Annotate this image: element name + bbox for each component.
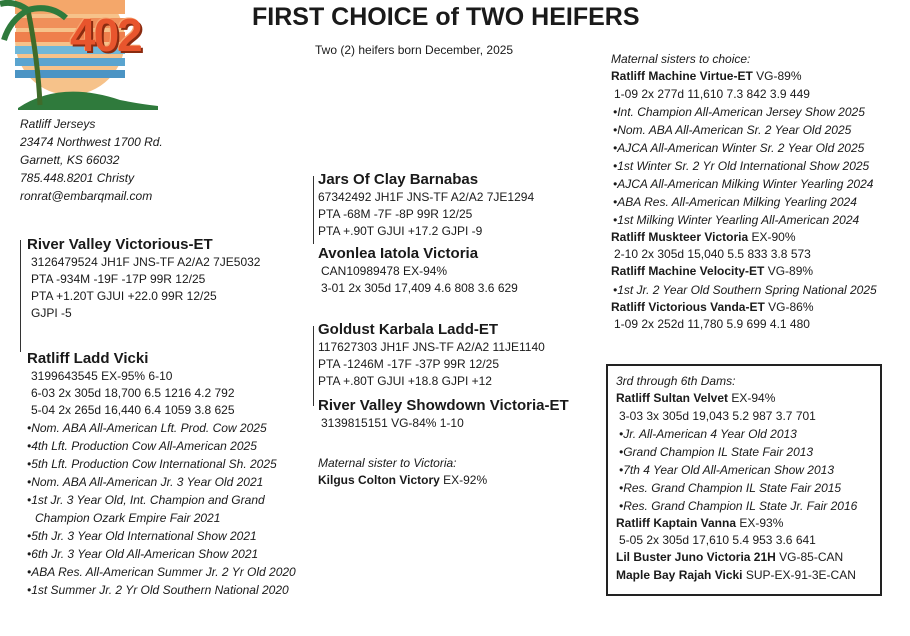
- sister-score: VG-86%: [764, 299, 814, 314]
- contact-phone: 785.448.8201 Christy: [20, 171, 135, 185]
- fifth-dam-name: Lil Buster Juno Victoria 21H: [616, 550, 776, 564]
- sister-honor: •Nom. ABA All-American Sr. 2 Year Old 2025: [613, 122, 852, 137]
- sister-record: 1-09 2x 252d 11,780 5.9 699 4.1 480: [614, 317, 810, 331]
- contact-city: Garnett, KS 66032: [20, 153, 120, 167]
- dam-line: 6-03 2x 305d 18,700 6.5 1216 4.2 792: [31, 386, 235, 400]
- maternal-sister-victoria: [318, 454, 487, 490]
- sire-sire-name: Jars Of Clay Barnabas: [318, 171, 479, 188]
- sister-honor: •1st Milking Winter Yearling All-American 2024: [613, 212, 860, 227]
- maternal-sister-name: Kilgus Colton Victory: [318, 473, 440, 487]
- maternal-sister-score: EX-92%: [439, 473, 488, 487]
- sister-record: 1-09 2x 277d 11,610 7.3 842 3.9 449: [614, 86, 810, 101]
- sire-line: PTA +1.20T GJUI +22.0 99R 12/25: [31, 289, 217, 303]
- sixth-dam-score: SUP-EX-91-3E-CAN: [742, 567, 856, 582]
- dam-name: Ratliff Ladd Vicki: [27, 350, 149, 367]
- pedigree-bracket-left: [20, 240, 21, 352]
- dam-block: [27, 349, 296, 599]
- sire-dam-line: 3-01 2x 305d 17,409 4.6 808 3.6 629: [321, 281, 518, 295]
- third-dam-honor: •Jr. All-American 4 Year Old 2013: [619, 426, 797, 441]
- dams-box-heading: 3rd through 6th Dams:: [616, 374, 736, 388]
- sister-honor: •1st Winter Sr. 2 Yr Old International Show 2025: [613, 158, 870, 173]
- farm-logo: [0, 0, 170, 112]
- dam-line: 3199643545 EX-95% 6-10: [31, 369, 173, 383]
- logo-number: 402: [70, 9, 141, 61]
- sire-sire-line: PTA -68M -7F -8P 99R 12/25: [318, 207, 473, 221]
- sister-name: Ratliff Machine Velocity-ET: [611, 264, 765, 278]
- sister-score: VG-89%: [764, 264, 814, 278]
- sire-line: 3126479524 JH1F JNS-TF A2/A2 7JE5032: [31, 255, 261, 269]
- dam-honor: •1st Summer Jr. 2 Yr Old Southern National 2020: [27, 583, 289, 597]
- dam-honor: •6th Jr. 3 Year Old All-American Show 2021: [27, 547, 259, 561]
- dam-sire-line: PTA -1246M -17F -37P 99R 12/25: [318, 357, 499, 371]
- page-title: FIRST CHOICE of TWO HEIFERS: [252, 3, 640, 31]
- third-dam-honor: •Res. Grand Champion IL State Fair 2015: [619, 480, 842, 495]
- third-dam-honor: •Res. Grand Champion IL State Jr. Fair 2016: [619, 498, 858, 513]
- contact-address: 23474 Northwest 1700 Rd.: [20, 135, 163, 149]
- pedigree-bracket-dam: [313, 326, 314, 406]
- dam-sire-block: [318, 320, 545, 390]
- dam-sire-line: 117627303 JH1F JNS-TF A2/A2 11JE1140: [318, 340, 545, 354]
- dam-honor: •5th Jr. 3 Year Old International Show 2021: [27, 529, 257, 543]
- sister-name: Ratliff Machine Virtue-ET: [611, 69, 753, 83]
- sire-sire-line: PTA +.90T GJUI +17.2 GJPI -9: [318, 224, 483, 238]
- dam-honor: •ABA Res. All-American Summer Jr. 2 Yr Old 2020: [27, 565, 296, 579]
- contact-farm: Ratliff Jerseys: [20, 117, 96, 131]
- dam-sire-line: PTA +.80T GJUI +18.8 GJPI +12: [318, 374, 492, 388]
- dam-honor: •1st Jr. 3 Year Old, Int. Champion and Grand: [27, 493, 265, 507]
- sister-honor: •Int. Champion All-American Jersey Show 2025: [613, 104, 865, 119]
- third-dam-honor: •Grand Champion IL State Fair 2013: [619, 444, 814, 459]
- pedigree-bracket-sire: [313, 176, 314, 244]
- third-dam-score: EX-94%: [728, 391, 776, 405]
- dam-honor: •5th Lft. Production Cow International Sh. 2025: [27, 457, 277, 471]
- sister-honor: •1st Jr. 2 Year Old Southern Spring National 2025: [613, 282, 877, 297]
- dam-honor: •Nom. ABA All-American Lft. Prod. Cow 2025: [27, 421, 267, 435]
- fourth-dam-name: Ratliff Kaptain Vanna: [616, 515, 737, 530]
- contact-block: [20, 115, 163, 205]
- sire-line: GJPI -5: [31, 306, 72, 320]
- sire-line: PTA -934M -19F -17P 99R 12/25: [31, 272, 206, 286]
- subtitle: Two (2) heifers born December, 2025: [315, 43, 514, 57]
- sire-sire-line: 67342492 JH1F JNS-TF A2/A2 7JE1294: [318, 190, 535, 204]
- sisters-heading: Maternal sisters to choice:: [611, 52, 751, 66]
- third-dam-honor: •7th 4 Year Old All-American Show 2013: [619, 462, 834, 477]
- sister-score: EX-90%: [748, 229, 796, 244]
- dam-honor: •Nom. ABA All-American Jr. 3 Year Old 2021: [27, 475, 264, 489]
- fourth-dam-record: 5-05 2x 305d 17,610 5.4 953 3.6 641: [619, 533, 816, 547]
- sire-dam-block: [318, 244, 518, 297]
- sister-score: VG-89%: [752, 69, 802, 83]
- maternal-sisters-choice: [611, 50, 877, 333]
- maternal-sister-heading: Maternal sister to Victoria:: [318, 456, 457, 470]
- dam-sire-name: Goldust Karbala Ladd-ET: [318, 321, 499, 338]
- dam-honor: •4th Lft. Production Cow All-American 2025: [27, 439, 257, 453]
- sister-honor: •AJCA All-American Milking Winter Yearling 2024: [613, 176, 874, 191]
- sire-dam-name: Avonlea Iatola Victoria: [318, 245, 479, 262]
- sixth-dam-name: Maple Bay Rajah Vicki: [616, 567, 743, 582]
- dam-dam-block: [318, 396, 569, 432]
- dam-honor: Champion Ozark Empire Fair 2021: [35, 511, 221, 525]
- sister-honor: •ABA Res. All-American Milking Yearling 2024: [613, 194, 857, 209]
- sister-honor: •AJCA All-American Winter Sr. 2 Year Old 2025: [613, 140, 865, 155]
- fifth-dam-score: VG-85-CAN: [775, 550, 844, 564]
- third-dam-name: Ratliff Sultan Velvet: [616, 391, 729, 405]
- sister-name: Ratliff Victorious Vanda-ET: [611, 299, 765, 314]
- sire-name: River Valley Victorious-ET: [27, 236, 213, 253]
- dam-line: 5-04 2x 265d 16,440 6.4 1059 3.8 625: [31, 403, 235, 417]
- contact-email: ronrat@embarqmail.com: [20, 189, 153, 203]
- sire-sire-block: [318, 170, 534, 240]
- dam-dam-line: 3139815151 VG-84% 1-10: [321, 416, 464, 430]
- sister-name: Ratliff Muskteer Victoria: [611, 229, 749, 244]
- sire-dam-line: CAN10989478 EX-94%: [321, 264, 448, 278]
- dam-dam-name: River Valley Showdown Victoria-ET: [318, 397, 569, 414]
- sister-record: 2-10 2x 305d 15,040 5.5 833 3.8 573: [614, 247, 811, 261]
- third-dam-record: 3-03 3x 305d 19,043 5.2 987 3.7 701: [619, 408, 816, 423]
- fourth-dam-score: EX-93%: [736, 515, 784, 530]
- dams-box: [606, 364, 882, 596]
- sire-block: [27, 235, 260, 322]
